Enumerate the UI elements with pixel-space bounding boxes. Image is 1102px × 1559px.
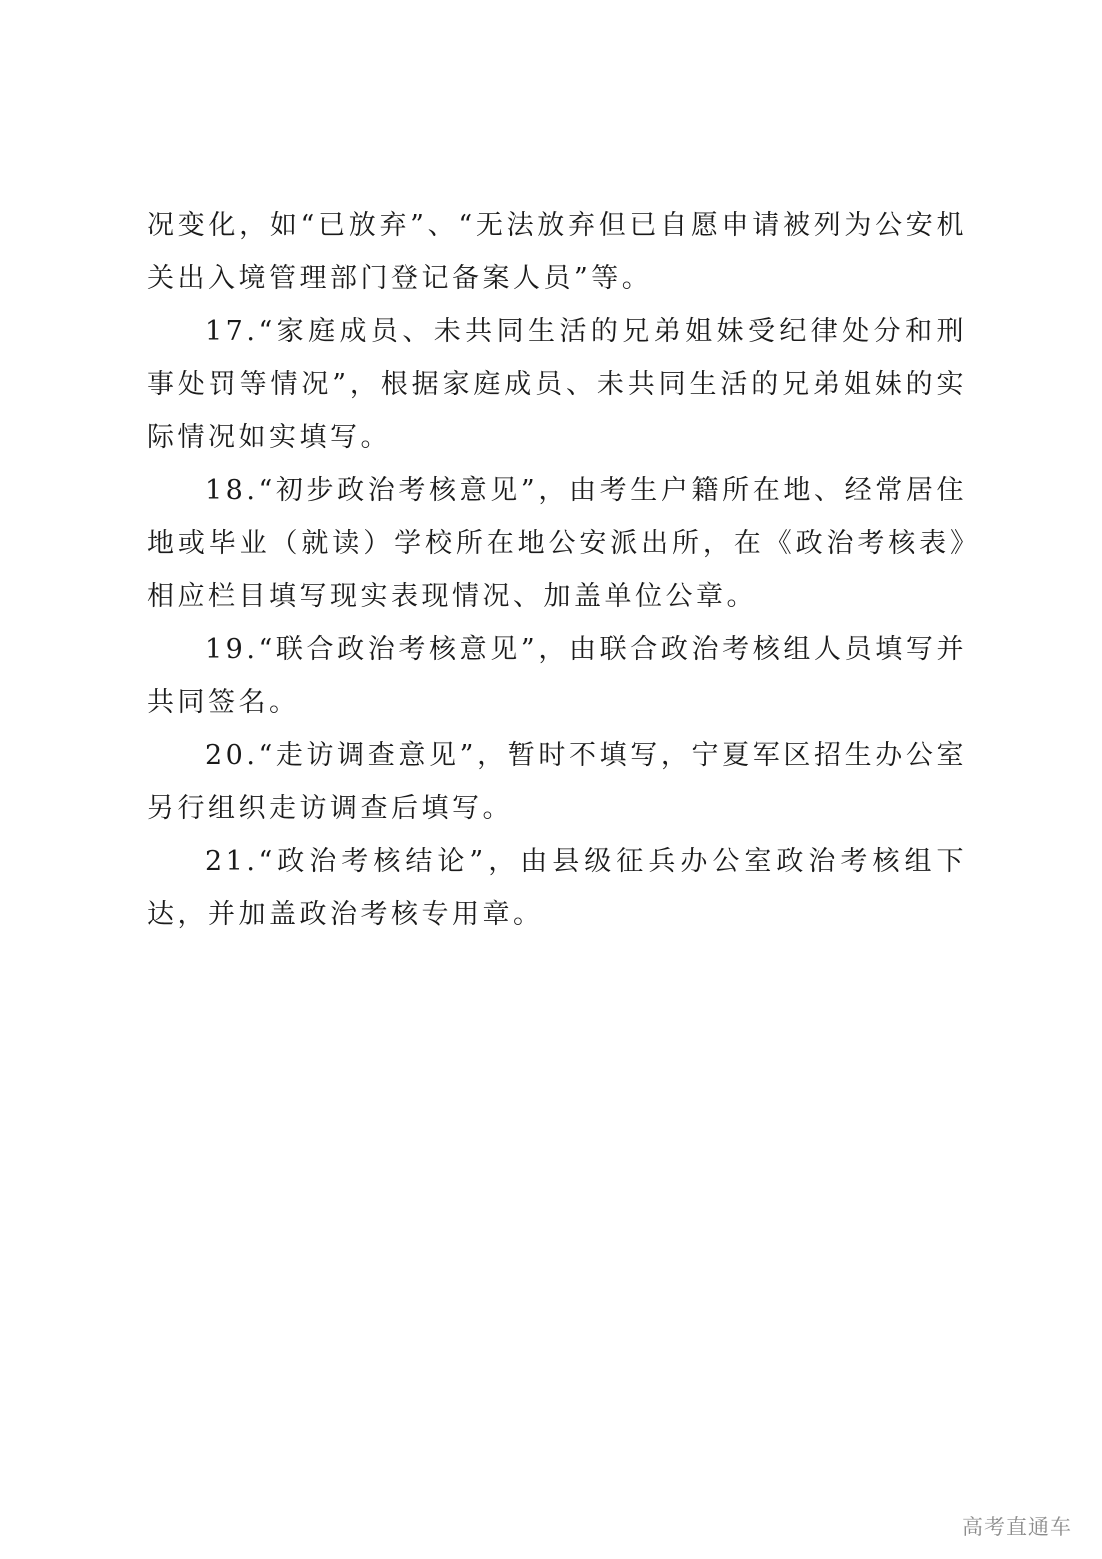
paragraph-18: 18.“初步政治考核意见”，由考生户籍所在地、经常居住地或毕业（就读）学校所在地公安派出所，在《政治考核表》相应栏目填写现实表现情况、加盖单位公章。 [147,475,967,612]
paragraph-17: 17.“家庭成员、未共同生活的兄弟姐妹受纪律处分和刑事处罚等情况”，根据家庭成员、未共同生活的兄弟姐妹的实际情况如实填写。 [147,316,967,453]
watermark: 高考直通车 [962,1515,1072,1539]
paragraph-20: 20.“走访调查意见”，暂时不填写，宁夏军区招生办公室另行组织走访调查后填写。 [147,740,967,824]
paragraph-19: 19.“联合政治考核意见”，由联合政治考核组人员填写并共同签名。 [147,634,967,718]
document-body [147,199,967,941]
paragraph-16-continued: 况变化，如“已放弃”、“无法放弃但已自愿申请被列为公安机关出入境管理部门登记备案人员”等。 [147,210,967,294]
paragraph-21: 21.“政治考核结论”，由县级征兵办公室政治考核组下达，并加盖政治考核专用章。 [147,846,967,930]
